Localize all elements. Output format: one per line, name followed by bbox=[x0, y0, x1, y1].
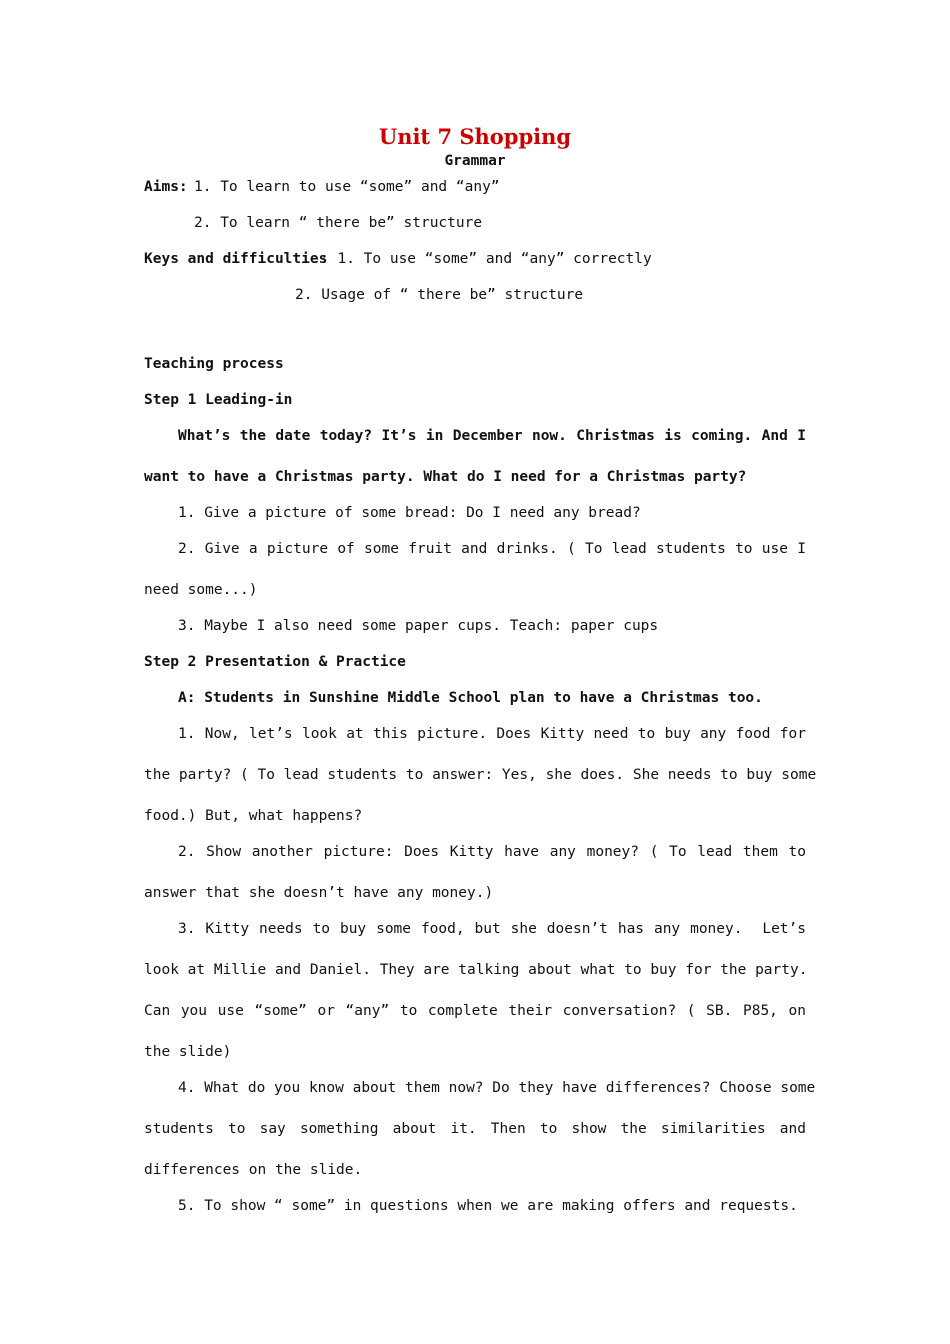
step2-item-5: 5. To show “ some” in questions when we are making offers and requests. bbox=[178, 1198, 798, 1214]
step2-item-1-line1: 1. Now, let’s look at this picture. Does Kitty need to buy any food for bbox=[178, 726, 806, 742]
step1-item-3: 3. Maybe I also need some paper cups. Teach: paper cups bbox=[178, 618, 659, 634]
aims-item-2: 2. To learn “ there be” structure bbox=[194, 215, 483, 231]
step1-intro-line2: want to have a Christmas party. What do I need for a Christmas party? bbox=[144, 469, 747, 485]
step2-item-3-line1: 3. Kitty needs to buy some food, but she doesn’t has any money. Let’s bbox=[178, 921, 806, 937]
teaching-process-heading: Teaching process bbox=[144, 356, 284, 372]
step2-item-1-line2: the party? ( To lead students to answer: Yes, she does. She needs to buy some bbox=[144, 767, 817, 783]
step1-intro-line1: What’s the date today? It’s in December now. Christmas is coming. And I bbox=[178, 428, 806, 444]
document-subtitle: Grammar bbox=[444, 153, 506, 169]
step2-item-4-line3: differences on the slide. bbox=[144, 1162, 363, 1178]
step1-item-1: 1. Give a picture of some bread: Do I need any bread? bbox=[178, 505, 641, 521]
step2-item-3-line3: Can you use “some” or “any” to complete their conversation? ( SB. P85, on bbox=[144, 1003, 806, 1019]
step2-item-4-line2: students to say something about it. Then to show the similarities and bbox=[144, 1121, 806, 1137]
step1-item-2-line1: 2. Give a picture of some fruit and drinks. ( To lead students to use I bbox=[178, 541, 806, 557]
step1-item-2-line2: need some...) bbox=[144, 582, 258, 598]
aims-label: Aims: bbox=[144, 179, 188, 195]
aims-item-1: 1. To learn to use “some” and “any” bbox=[194, 179, 500, 195]
keys-item-2: 2. Usage of “ there be” structure bbox=[295, 287, 584, 303]
step2-heading: Step 2 Presentation & Practice bbox=[144, 654, 406, 670]
step2-item-2-line2: answer that she doesn’t have any money.) bbox=[144, 885, 494, 901]
step2-section-a: A: Students in Sunshine Middle School plan to have a Christmas too. bbox=[178, 690, 763, 706]
step2-item-2-line1: 2. Show another picture: Does Kitty have any money? ( To lead them to bbox=[178, 844, 806, 860]
step2-item-4-line1: 4. What do you know about them now? Do they have differences? Choose some bbox=[178, 1080, 816, 1096]
step2-item-3-line4: the slide) bbox=[144, 1044, 232, 1060]
step2-item-3-line2: look at Millie and Daniel. They are talking about what to buy for the party. bbox=[144, 962, 808, 978]
keys-label: Keys and difficulties bbox=[144, 251, 328, 267]
step2-item-1-line3: food.) But, what happens? bbox=[144, 808, 363, 824]
keys-item-1: : 1. To use “some” and “any” correctly bbox=[320, 251, 652, 267]
document-title: Unit 7 Shopping bbox=[378, 124, 572, 149]
step1-heading: Step 1 Leading-in bbox=[144, 392, 293, 408]
